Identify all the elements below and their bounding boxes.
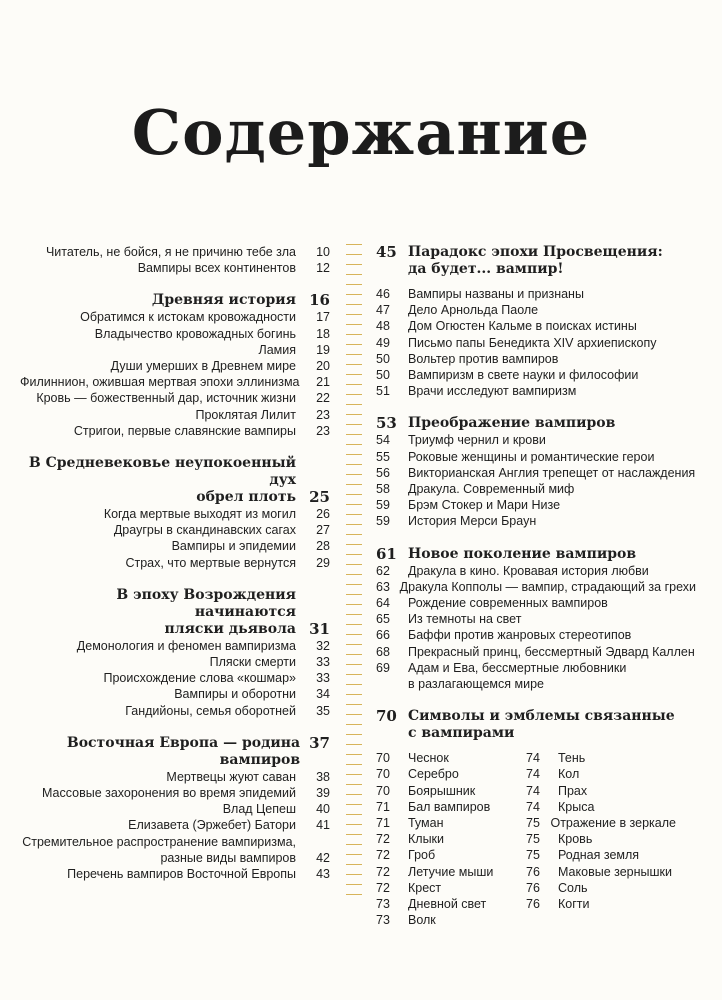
toc-entry[interactable]: 72 Клыки: [376, 832, 445, 847]
toc-entry[interactable]: Когда мертвые выходят из могил 26: [103, 507, 330, 522]
toc-entry[interactable]: 47 Дело Арнольда Паоле: [376, 303, 539, 318]
toc-entry[interactable]: 72 Крест: [376, 880, 442, 895]
toc-entry[interactable]: 75 Кровь: [526, 832, 593, 847]
toc-entry[interactable]: 59 История Мерси Браун: [376, 514, 537, 529]
toc-entry[interactable]: 50 Вольтер против вампиров: [376, 351, 559, 366]
toc-entry[interactable]: 68 Прекрасный принц, бессмертный Эдвард Каллен: [376, 644, 695, 659]
toc-entry[interactable]: 72 Гроб: [376, 848, 436, 863]
toc-entry[interactable]: 71 Бал вампиров: [376, 799, 491, 814]
toc-entry[interactable]: 58 Дракула. Современный миф: [376, 482, 575, 497]
toc-entry[interactable]: 76 Когти: [526, 897, 590, 912]
toc-entry[interactable]: 75 Родная земля: [526, 848, 640, 863]
toc-entry[interactable]: Вампиры всех континентов 12: [137, 261, 330, 276]
toc-entry[interactable]: 71 Туман: [376, 816, 444, 831]
toc-left-column: [20, 244, 330, 882]
toc-entry[interactable]: 74 Кол: [526, 767, 580, 782]
toc-entry[interactable]: Души умерших в Древнем мире 20: [110, 359, 330, 374]
toc-entry[interactable]: Массовые захоронения во время эпидемий 39: [41, 786, 330, 801]
toc-entry[interactable]: Обратимся к истокам кровожадности 17: [80, 310, 330, 325]
toc-entry[interactable]: Демонология и феномен вампиризма 32: [76, 638, 330, 653]
toc-entry[interactable]: 70 Боярышник: [376, 783, 476, 798]
toc-entry[interactable]: 74 Прах: [526, 783, 588, 798]
toc-entry[interactable]: 62 Дракула в кино. Кровавая история любви: [376, 563, 649, 578]
symbols-col-1: [376, 750, 526, 928]
toc-entry[interactable]: 72 Летучие мыши: [376, 864, 494, 879]
toc-entry[interactable]: Влад Цепеш 40: [222, 802, 330, 817]
toc-entry[interactable]: Читатель, не бойся, я не причиню тебе зла 10: [45, 245, 330, 259]
toc-entry[interactable]: 54 Триумф чернил и крови: [376, 433, 546, 448]
toc-entry[interactable]: 66 Баффи против жанровых стереотипов: [376, 628, 632, 643]
toc-entry[interactable]: 70 Чеснок: [376, 751, 449, 766]
section-heading[interactable]: с вампирами: [408, 725, 515, 742]
toc-entry[interactable]: Филиннион, ожившая мертвая эпохи эллинизма 21: [20, 375, 330, 390]
toc-entry[interactable]: Мертвецы жуют саван 38: [166, 769, 330, 784]
section-heading[interactable]: обрел плоть 25: [196, 488, 330, 507]
section-heading[interactable]: В эпоху Возрождения начинаются: [116, 586, 296, 620]
toc-entry[interactable]: 69 Адам и Ева, бессмертные любовники: [376, 660, 627, 675]
toc-entry[interactable]: 70 Серебро: [376, 767, 459, 782]
toc-entry[interactable]: Елизавета (Эржебет) Батори 41: [128, 818, 330, 833]
page-title: Содержание: [131, 96, 591, 169]
section-heading[interactable]: Древняя история 16: [151, 291, 330, 310]
toc-entry[interactable]: Владычество кровожадных богинь 18: [94, 326, 330, 341]
toc-entry[interactable]: 64 Рождение современных вампиров: [376, 596, 608, 611]
toc-entry[interactable]: 59 Брэм Стокер и Мари Низе: [376, 498, 561, 513]
symbols-col-2: [526, 750, 676, 928]
toc-entry[interactable]: разные виды вампиров 42: [160, 850, 330, 865]
toc-entry[interactable]: 74 Тень: [526, 751, 586, 766]
section-heading[interactable]: пляски дьявола 31: [164, 619, 330, 638]
toc-entry[interactable]: 48 Дом Огюстен Кальме в поисках истины: [376, 319, 637, 334]
toc-entry[interactable]: Драугры в скандинавских сагах 27: [113, 523, 330, 538]
section-heading[interactable]: 61 Новое поколение вампиров: [376, 544, 637, 563]
toc-entry[interactable]: 63 Дракула Копполы — вампир, страдающий за грехи: [376, 579, 696, 594]
section-heading[interactable]: В Средневековье неупокоенный дух: [28, 455, 296, 489]
toc-entry[interactable]: Гандийоны, семья оборотней 35: [125, 703, 330, 718]
toc-right-column: [376, 244, 696, 929]
toc-entry[interactable]: 56 Викторианская Англия трепещет от наслаждения: [376, 465, 696, 480]
toc-entry[interactable]: 51 Врачи исследуют вампиризм: [376, 384, 577, 399]
toc-entry[interactable]: 73 Волк: [376, 913, 436, 928]
toc-entry[interactable]: Стремительное распространение вампиризма,: [22, 834, 296, 849]
toc-entry[interactable]: Вампиры и оборотни 34: [174, 687, 330, 702]
toc-entry[interactable]: Ламия 19: [258, 342, 330, 357]
toc-entry[interactable]: 76 Маковые зернышки: [526, 864, 672, 879]
toc-entry[interactable]: Пляски смерти 33: [209, 655, 330, 670]
toc-entry[interactable]: в разлагающемся мире: [408, 677, 544, 692]
decorative-divider: [346, 240, 362, 900]
toc-entry[interactable]: Страх, что мертвые вернутся 29: [125, 555, 330, 570]
toc-entry[interactable]: Проклятая Лилит 23: [195, 407, 330, 422]
toc-entry[interactable]: Вампиры и эпидемии 28: [171, 539, 330, 554]
toc-entry[interactable]: 65 Из темноты на свет: [376, 612, 522, 627]
toc-entry[interactable]: 76 Соль: [526, 880, 588, 895]
section-heading[interactable]: 70 Символы и эмблемы связанные: [376, 707, 675, 726]
toc-entry[interactable]: Происхождение слова «кошмар» 33: [103, 671, 330, 686]
symbols-grid: [376, 750, 696, 928]
toc-entry[interactable]: 73 Дневной свет: [376, 897, 487, 912]
toc-entry[interactable]: 49 Письмо папы Бенедикта XIV архиепископу: [376, 335, 657, 350]
section-heading[interactable]: да будет... вампир!: [408, 261, 564, 277]
toc-entry[interactable]: 75 Отражение в зеркале: [526, 816, 676, 831]
toc-entry[interactable]: 50 Вампиризм в свете науки и философии: [376, 368, 639, 383]
toc-entry[interactable]: 46 Вампиры названы и признаны: [376, 287, 584, 301]
section-heading[interactable]: 45 Парадокс эпохи Просвещения:: [376, 243, 663, 261]
toc-entry[interactable]: Стригои, первые славянские вампиры 23: [73, 423, 330, 438]
toc-entry[interactable]: 55 Роковые женщины и романтические герои: [376, 449, 655, 464]
section-heading[interactable]: Восточная Европа — родина вампиров 37: [66, 733, 330, 768]
toc-entry[interactable]: 74 Крыса: [526, 799, 595, 814]
toc-entry[interactable]: Перечень вампиров Восточной Европы 43: [67, 867, 330, 882]
section-heading[interactable]: 53 Преображение вампиров: [376, 414, 616, 433]
toc-entry[interactable]: Кровь — божественный дар, источник жизни 22: [36, 391, 330, 406]
